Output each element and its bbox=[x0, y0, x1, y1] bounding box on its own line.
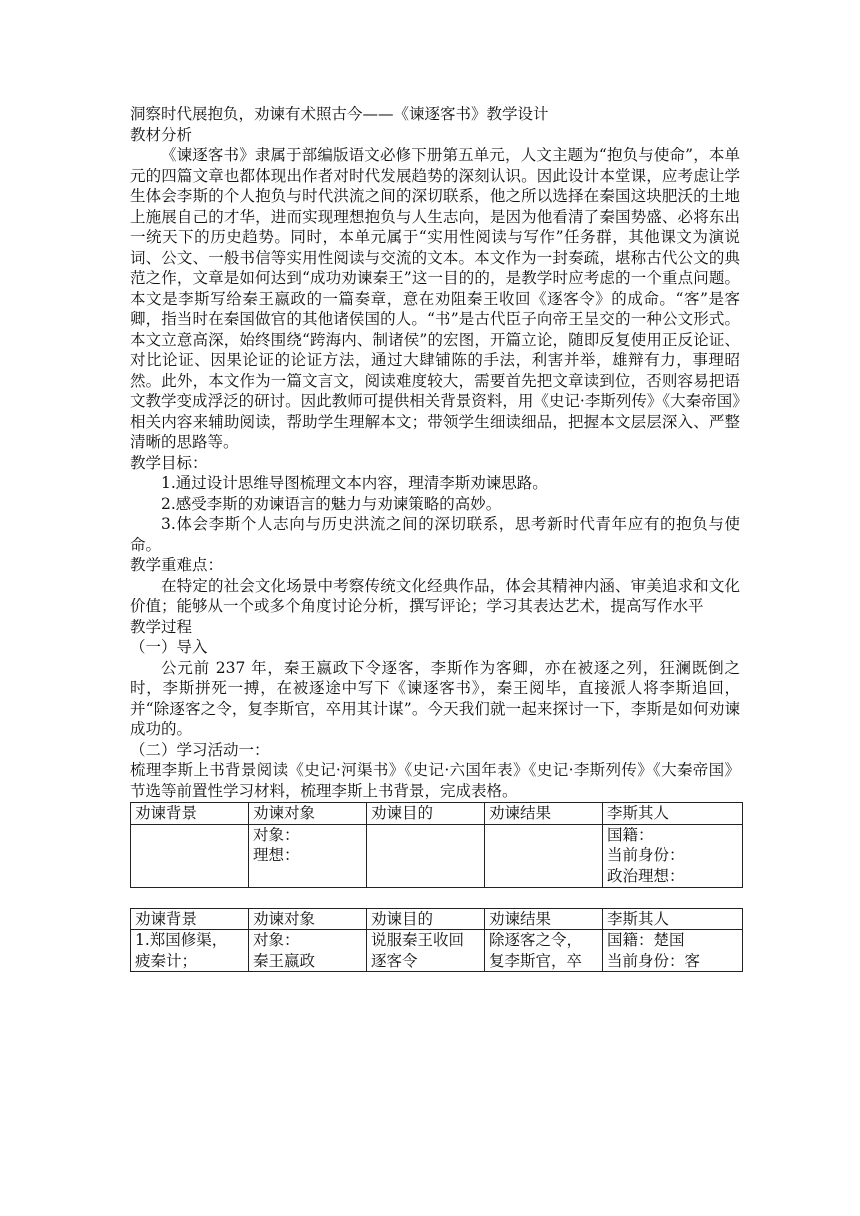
section-heading-key-points: 教学重难点： bbox=[130, 556, 224, 574]
document-body bbox=[130, 104, 740, 972]
table-cell-person bbox=[603, 824, 743, 887]
table-header-cell: 劝谏目的 bbox=[367, 908, 485, 930]
table-header-cell: 劝谏对象 bbox=[249, 908, 367, 930]
cell-line: 政治理想： bbox=[607, 866, 685, 885]
cell-line: 说服秦王收回 bbox=[371, 931, 465, 949]
table-cell-purpose bbox=[367, 930, 485, 972]
cell-line: 秦王嬴政 bbox=[253, 951, 316, 970]
table-cell-background bbox=[131, 824, 249, 887]
section-heading-analysis: 教材分析 bbox=[130, 125, 193, 144]
table-header-cell: 劝谏背景 bbox=[131, 908, 249, 930]
document-title: 洞察时代展抱负，劝谏有术照古今——《谏逐客书》教学设计 bbox=[130, 105, 549, 123]
cell-line: 当前身份： bbox=[607, 846, 685, 864]
table-row bbox=[131, 824, 743, 887]
table-header-cell: 劝谏结果 bbox=[485, 908, 603, 930]
table-header-row bbox=[131, 908, 743, 930]
cell-line: 除逐客之令， bbox=[489, 931, 583, 949]
step-heading-intro: （一）导入 bbox=[130, 638, 208, 656]
table-cell-target bbox=[249, 930, 367, 972]
table-header-cell: 劝谏背景 bbox=[131, 803, 249, 825]
cell-line: 复李斯官，卒 bbox=[489, 951, 583, 970]
cell-line: 1.郑国修渠， bbox=[135, 931, 228, 949]
table-cell-result bbox=[485, 930, 603, 972]
table-cell-background bbox=[131, 930, 249, 972]
cell-line: 国籍： bbox=[607, 825, 654, 844]
table-cell-target bbox=[249, 824, 367, 887]
filled-background-table bbox=[130, 908, 743, 973]
objective-item-3: 3.体会李斯个人志向与历史洪流之间的深切联系，思考新时代青年应有的抱负与使命。 bbox=[130, 515, 740, 554]
table-header-cell: 劝谏目的 bbox=[367, 803, 485, 825]
key-points-paragraph: 在特定的社会文化场景中考察传统文化经典作品，体会其精神内涵、审美追求和文化价值；能够从一个或多个角度讨论分析，撰写评论；学习其表达艺术，提高写作水平 bbox=[130, 576, 740, 615]
table-header-cell: 劝谏结果 bbox=[485, 803, 603, 825]
objective-item-2: 2.感受李斯的劝谏语言的魅力与劝谏策略的高妙。 bbox=[161, 494, 502, 513]
cell-line: 疲秦计； bbox=[135, 951, 198, 970]
table-header-cell: 李斯其人 bbox=[603, 803, 743, 825]
table-cell-result bbox=[485, 824, 603, 887]
table-row bbox=[131, 930, 743, 972]
objective-item-1: 1.通过设计思维导图梳理文本内容，理清李斯劝谏思路。 bbox=[161, 474, 548, 492]
cell-line: 逐客令 bbox=[371, 951, 418, 970]
blank-background-table bbox=[130, 802, 743, 888]
cell-line: 当前身份：客 bbox=[607, 951, 701, 970]
activity-1-paragraph: 梳理李斯上书背景阅读《史记·河渠书》《史记·六国年表》《史记·李斯列传》《大秦帝国》节选等前置性学习材料，梳理李斯上书背景，完成表格。 bbox=[130, 761, 740, 800]
analysis-paragraph: 《谏逐客书》隶属于部编版语文必修下册第五单元，人文主题为“抱负与使命”，本单元的四篇文章也都体现出作者对时代发展趋势的深刻认识。因此设计本堂课，应考虑让学生体会李斯的个人抱负与时代洪流之间的深切联系，他之所以选择在秦国这块肥沃的土地上施展自己的才华，进而实现理想抱负与人生志向，是因为他看清了秦国势盛、必将东出一统天下的历史趋势。同时，本单元属于“实用性阅读与写作”任务群，其他课文为演说词、公文、一般书信等实用性阅读与交流的文本。本文作为一封奏疏，堪称古代公文的典范之作，文章是如何达到“成功劝谏秦王”这一目的的，是教学时应考虑的一个重点问题。本文是李斯写给秦王嬴政的一篇奏章，意在劝阻秦王收回《逐客令》的成命。“客”是客卿，指当时在秦国做官的其他诸侯国的人。“书”是古代臣子向帝王呈交的一种公文形式。本文立意高深，始终围绕“跨海内、制诸侯”的宏图，开篇立论，随即反复使用正反论证、对比论证、因果论证的论证方法，通过大肆铺陈的手法，利害并举，雄辩有力，事理昭然。此外，本文作为一篇文言文，阅读难度较大，需要首先把文章读到位，否则容易把语文教学变成浮泛的研讨。因此教师可提供相关背景资料，用《史记·李斯列传》《大秦帝国》相关内容来辅助阅读，帮助学生理解本文；带领学生细读细品，把握本文层层深入、严整清晰的思路等。 bbox=[130, 146, 740, 451]
table-header-cell: 劝谏对象 bbox=[249, 803, 367, 825]
table-cell-purpose bbox=[367, 824, 485, 887]
intro-paragraph: 公元前 237 年，秦王嬴政下令逐客，李斯作为客卿，亦在被逐之列，狂澜既倒之时，李斯拼死一搏，在被逐途中写下《谏逐客书》，秦王阅毕，直接派人将李斯追回，并“除逐客之令，复李斯官，卒用其计谋”。今天我们就一起来探讨一下，李斯是如何劝谏成功的。 bbox=[130, 658, 740, 738]
cell-line: 国籍：楚国 bbox=[607, 931, 685, 949]
table-header-row bbox=[131, 803, 743, 825]
cell-line: 理想： bbox=[253, 846, 300, 864]
section-heading-objectives: 教学目标： bbox=[130, 453, 208, 472]
cell-line: 对象： bbox=[253, 825, 300, 844]
table-header-cell: 李斯其人 bbox=[603, 908, 743, 930]
step-heading-activity-1: （二）学习活动一： bbox=[130, 740, 270, 759]
table-cell-person bbox=[603, 930, 743, 972]
section-heading-process: 教学过程 bbox=[130, 617, 193, 636]
cell-line: 对象： bbox=[253, 931, 300, 949]
